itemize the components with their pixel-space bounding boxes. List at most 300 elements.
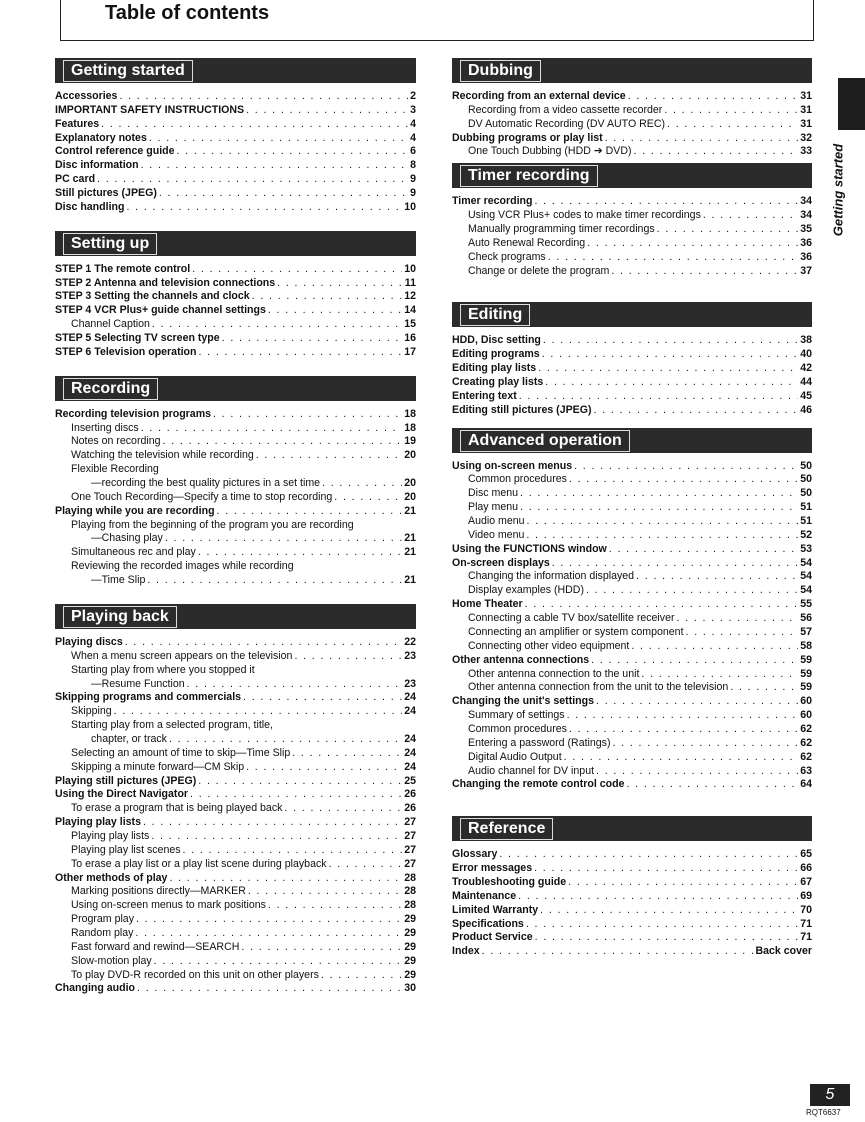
dot-leader [543, 334, 798, 348]
entry-title: Summary of settings [468, 709, 565, 722]
entry-page-number: 23 [404, 649, 416, 662]
entry-title: Slow-motion play [71, 954, 152, 967]
entry-page-number: 11 [404, 276, 416, 289]
entry-title: Limited Warranty [452, 903, 539, 916]
entry-list [55, 408, 416, 588]
entry-title: Changing the unit's settings [452, 695, 595, 708]
entry-page-number: 4 [410, 117, 416, 130]
entry-page-number: 20 [404, 490, 416, 503]
toc-entry [55, 955, 416, 969]
toc-entry [55, 802, 416, 816]
dot-leader [198, 346, 402, 360]
toc-entry [452, 584, 812, 598]
entry-title: Control reference guide [55, 145, 175, 158]
section-heading [55, 604, 416, 629]
dot-leader [567, 709, 799, 723]
toc-entry [55, 969, 416, 983]
entry-title: Index [452, 945, 480, 958]
dot-leader [641, 668, 798, 682]
entry-page-number: 24 [404, 760, 416, 773]
entry-page-number: 20 [404, 477, 416, 490]
dot-leader [97, 173, 408, 187]
dot-leader [526, 529, 798, 543]
entry-title: Other antenna connections [452, 653, 590, 666]
entry-page-number: 57 [800, 625, 812, 638]
entry-title: Editing programs [452, 348, 540, 361]
dot-leader [634, 145, 799, 159]
entry-title: Using on-screen menus [452, 459, 573, 472]
dot-leader [187, 678, 403, 692]
entry-title: Check programs [468, 250, 546, 263]
toc-entry [55, 927, 416, 941]
dot-leader [246, 761, 402, 775]
dot-leader [552, 557, 798, 571]
entry-title: Audio channel for DV input [468, 764, 595, 777]
section-heading-label: Dubbing [460, 60, 541, 82]
entry-page-number: 9 [410, 173, 416, 186]
entry-page-number: 25 [404, 774, 416, 787]
toc-entry [452, 737, 812, 751]
dot-leader [334, 491, 402, 505]
entry-title: Playing play lists [55, 816, 141, 829]
toc-entry [55, 913, 416, 927]
entry-title: Simultaneous rec and play [71, 546, 196, 559]
toc-entry [55, 872, 416, 886]
entry-page-number: 34 [800, 195, 812, 208]
toc-entry [452, 570, 812, 584]
toc-entry [55, 899, 416, 913]
entry-page-number: 50 [800, 459, 812, 472]
toc-entry [55, 491, 416, 505]
entry-title: Manually programming timer recordings [468, 223, 655, 236]
toc-entry [452, 90, 812, 104]
entry-page-number: 71 [800, 931, 812, 944]
dot-leader [241, 941, 402, 955]
entry-page-number: 6 [410, 145, 416, 158]
section-heading-label: Getting started [63, 60, 193, 82]
entry-page-number: 29 [404, 940, 416, 953]
entry-title: Fast forward and rewind—SEARCH [71, 940, 240, 953]
entry-page-number: 56 [800, 612, 812, 625]
entry-title: Playing still pictures (JPEG) [55, 774, 197, 787]
dot-leader [147, 574, 402, 588]
entry-page-number: 24 [404, 705, 416, 718]
entry-title: Skipping programs and commercials [55, 691, 242, 704]
toc-entry [55, 560, 416, 574]
toc-entry [452, 709, 812, 723]
dot-leader [499, 848, 798, 862]
section-heading [452, 58, 812, 83]
entry-title: Common procedures [468, 722, 567, 735]
toc-entry [452, 251, 812, 265]
entry-title: Creating play lists [452, 376, 544, 389]
toc-entry [55, 519, 416, 533]
dot-leader [574, 460, 798, 474]
entry-page-number: 21 [404, 546, 416, 559]
section-getting-started [55, 58, 416, 215]
toc-entry [55, 650, 416, 664]
entry-page-number: 27 [404, 829, 416, 842]
dot-leader [569, 723, 798, 737]
entry-page-number: 23 [404, 677, 416, 690]
dot-leader [586, 584, 798, 598]
entry-page-number: 29 [404, 926, 416, 939]
entry-page-number: 34 [800, 209, 812, 222]
entry-page-number: 51 [800, 515, 812, 528]
toc-entry [55, 885, 416, 899]
entry-title: Using VCR Plus+ codes to make timer recordings [468, 209, 701, 222]
entry-title: Editing play lists [452, 362, 537, 375]
entry-page-number: 31 [800, 90, 812, 102]
entry-title: Editing still pictures (JPEG) [452, 403, 592, 416]
dot-leader [246, 104, 408, 118]
dot-leader [657, 223, 799, 237]
toc-entry [55, 277, 416, 291]
entry-title: —Chasing play [91, 532, 163, 545]
toc-entry [55, 477, 416, 491]
toc-entry [55, 788, 416, 802]
dot-leader [163, 435, 403, 449]
toc-entry [55, 318, 416, 332]
entry-title: Product Service [452, 931, 533, 944]
section-dubbing [452, 58, 812, 159]
dot-leader [321, 969, 402, 983]
toc-entry [55, 90, 416, 104]
dot-leader [322, 477, 402, 491]
entry-list [452, 460, 812, 793]
entry-page-number: 55 [800, 598, 812, 611]
entry-title: Connecting other video equipment [468, 639, 630, 652]
section-setting-up [55, 231, 416, 360]
dot-leader [268, 304, 402, 318]
toc-entry [55, 201, 416, 215]
entry-page-number: 42 [800, 362, 812, 375]
dot-leader [294, 650, 402, 664]
toc-entry [452, 904, 812, 918]
entry-page-number: 28 [404, 885, 416, 898]
section-heading [452, 302, 812, 327]
dot-leader [548, 251, 798, 265]
toc-entry [55, 574, 416, 588]
toc-entry [55, 104, 416, 118]
entry-title: Dubbing programs or play list [452, 131, 603, 144]
entry-title: chapter, or track [91, 732, 167, 745]
toc-entry [452, 132, 812, 146]
dot-leader [190, 788, 402, 802]
dot-leader [152, 318, 402, 332]
entry-page-number: 50 [800, 487, 812, 500]
toc-entry [452, 376, 812, 390]
toc-entry [452, 876, 812, 890]
entry-title: Still pictures (JPEG) [55, 187, 157, 200]
section-heading-label: Editing [460, 304, 530, 326]
entry-title: Changing the remote control code [452, 778, 625, 791]
entry-page-number: 29 [404, 954, 416, 967]
dot-leader [268, 899, 402, 913]
entry-title: Entering a password (Ratings) [468, 736, 611, 749]
side-tab-text: Getting started [830, 143, 846, 237]
dot-leader [542, 348, 799, 362]
toc-entry [452, 487, 812, 501]
entry-title: Entering text [452, 389, 517, 402]
entry-title: To erase a program that is being played back [71, 802, 283, 815]
entry-page-number: 33 [800, 145, 812, 158]
entry-title: Home Theater [452, 598, 523, 611]
entry-title: One Touch Recording—Specify a time to stop recording [71, 490, 333, 503]
toc-entry [452, 751, 812, 765]
entry-page-number: 24 [404, 691, 416, 704]
section-advanced-operation [452, 428, 812, 793]
entry-page-number: 27 [404, 843, 416, 856]
entry-title: Other antenna connection from the unit to the television [468, 681, 729, 694]
toc-entry [452, 681, 812, 695]
toc-entry [55, 408, 416, 422]
dot-leader [520, 501, 798, 515]
toc-entry [55, 173, 416, 187]
entry-title: Connecting a cable TV box/satellite receiver [468, 612, 675, 625]
entry-title: Timer recording [452, 195, 533, 208]
entry-page-number: 37 [800, 264, 812, 277]
dot-leader [730, 681, 798, 695]
toc-entry [55, 546, 416, 560]
entry-page-number: 31 [800, 103, 812, 116]
toc-entry [55, 332, 416, 346]
entry-title: Other antenna connection to the unit [468, 667, 640, 680]
entry-page-number: 4 [410, 131, 416, 144]
toc-entry [452, 104, 812, 118]
page-number: 5 [810, 1084, 850, 1106]
entry-page-number: 51 [800, 501, 812, 514]
entry-page-number: 21 [404, 504, 416, 517]
entry-page-number: 21 [404, 532, 416, 545]
section-heading-label: Recording [63, 378, 158, 400]
toc-entry [452, 362, 812, 376]
toc-entry [452, 848, 812, 862]
entry-title: Using the FUNCTIONS window [452, 542, 607, 555]
entry-title: Display examples (HDD) [468, 584, 584, 597]
entry-page-number: 71 [800, 917, 812, 930]
dot-leader [177, 145, 409, 159]
toc-entry [55, 636, 416, 650]
toc-entry [452, 918, 812, 932]
toc-entry [452, 460, 812, 474]
side-tab-label [826, 140, 850, 240]
entry-list [452, 334, 812, 417]
section-heading-label: Setting up [63, 233, 157, 255]
entry-title: Marking positions directly—MARKER [71, 885, 246, 898]
entry-title: Troubleshooting guide [452, 875, 567, 888]
toc-entry [55, 132, 416, 146]
entry-title: STEP 1 The remote control [55, 262, 191, 275]
entry-page-number: 58 [800, 639, 812, 652]
section-heading-label: Playing back [63, 606, 177, 628]
dot-leader [591, 654, 798, 668]
entry-title: Other methods of play [55, 871, 168, 884]
dot-leader [198, 775, 402, 789]
entry-page-number: 28 [404, 899, 416, 912]
toc-entry [55, 505, 416, 519]
entry-page-number: 70 [800, 903, 812, 916]
entry-page-number: Back cover [755, 945, 812, 958]
entry-page-number: 29 [404, 913, 416, 926]
entry-title: Playing play lists [71, 829, 150, 842]
entry-page-number: 24 [404, 732, 416, 745]
entry-list [452, 90, 812, 159]
dot-leader [667, 118, 798, 132]
entry-page-number: 40 [800, 348, 812, 361]
entry-page-number: 60 [800, 709, 812, 722]
toc-entry [452, 223, 812, 237]
dot-leader [520, 487, 798, 501]
entry-page-number: 14 [404, 304, 416, 317]
toc-entry [452, 723, 812, 737]
dot-leader [587, 237, 798, 251]
toc-entry [452, 543, 812, 557]
entry-page-number: 69 [800, 889, 812, 902]
entry-page-number: 66 [800, 862, 812, 875]
dot-leader [114, 705, 403, 719]
dot-leader [198, 546, 402, 560]
dot-leader [605, 132, 799, 146]
toc-entry [55, 816, 416, 830]
dot-leader [525, 598, 799, 612]
toc-entry [55, 705, 416, 719]
left-column [55, 58, 416, 996]
dot-leader [151, 830, 402, 844]
entry-title: STEP 3 Setting the channels and clock [55, 290, 250, 303]
entry-page-number: 31 [800, 117, 812, 130]
entry-title: Reviewing the recorded images while recording [71, 560, 294, 573]
toc-entry [55, 858, 416, 872]
entry-title: Video menu [468, 528, 525, 541]
dot-leader [535, 931, 799, 945]
entry-page-number: 10 [404, 262, 416, 275]
toc-entry [55, 449, 416, 463]
entry-title: HDD, Disc setting [452, 334, 541, 347]
dot-leader [222, 332, 403, 346]
dot-leader [626, 778, 798, 792]
entry-title: —Resume Function [91, 677, 185, 690]
section-heading-label: Timer recording [460, 165, 598, 187]
dot-leader [329, 858, 403, 872]
section-heading [55, 376, 416, 401]
dot-leader [217, 505, 403, 519]
entry-title: Watching the television while recording [71, 449, 254, 462]
entry-title: STEP 2 Antenna and television connections [55, 276, 276, 289]
entry-page-number: 9 [410, 187, 416, 200]
dot-leader [169, 872, 402, 886]
toc-entry [452, 945, 812, 959]
entry-page-number: 65 [800, 848, 812, 861]
section-heading [55, 58, 416, 83]
toc-entry [452, 695, 812, 709]
toc-entry [452, 118, 812, 132]
entry-title: Audio menu [468, 515, 525, 528]
page-title: Table of contents [105, 2, 270, 24]
entry-title: —Time Slip [91, 574, 146, 587]
dot-leader [594, 404, 799, 418]
entry-title: Recording from an external device [452, 90, 626, 102]
toc-entry [452, 640, 812, 654]
entry-page-number: 24 [404, 746, 416, 759]
dot-leader [568, 876, 798, 890]
entry-page-number: 18 [404, 407, 416, 420]
dot-leader [540, 904, 798, 918]
dot-leader [213, 408, 402, 422]
toc-entry [452, 931, 812, 945]
toc-entry [452, 209, 812, 223]
dot-leader [149, 132, 408, 146]
toc-entry [55, 159, 416, 173]
dot-leader [141, 422, 402, 436]
entry-page-number: 52 [800, 528, 812, 541]
toc-entry [452, 890, 812, 904]
entry-title: Skipping [71, 705, 112, 718]
toc-entry [452, 654, 812, 668]
section-timer-recording [452, 163, 812, 278]
toc-entry [452, 862, 812, 876]
toc-entry [55, 775, 416, 789]
section-recording [55, 376, 416, 588]
entry-page-number: 30 [404, 982, 416, 995]
toc-entry [452, 145, 812, 159]
toc-entry [452, 334, 812, 348]
toc-entry [452, 195, 812, 209]
toc-entry [452, 778, 812, 792]
entry-page-number: 59 [800, 653, 812, 666]
section-reference [452, 816, 812, 959]
toc-entry [452, 529, 812, 543]
entry-title: Auto Renewal Recording [468, 236, 586, 249]
dot-leader [519, 390, 798, 404]
dot-leader [119, 90, 408, 104]
entry-title: Using on-screen menus to mark positions [71, 899, 266, 912]
dot-leader [527, 515, 799, 529]
toc-entry [55, 844, 416, 858]
entry-title: When a menu screen appears on the television [71, 649, 293, 662]
entry-page-number: 27 [404, 857, 416, 870]
toc-entry [55, 187, 416, 201]
section-editing [452, 302, 812, 417]
entry-title: Flexible Recording [71, 463, 159, 476]
entry-page-number: 54 [800, 584, 812, 597]
entry-title: Random play [71, 926, 134, 939]
dot-leader [564, 751, 799, 765]
entry-title: Specifications [452, 917, 524, 930]
section-heading-label: Reference [460, 818, 553, 840]
toc-entry [55, 435, 416, 449]
dot-leader [154, 955, 403, 969]
toc-entry [452, 557, 812, 571]
dot-leader [631, 640, 798, 654]
entry-page-number: 59 [800, 667, 812, 680]
entry-page-number: 21 [404, 574, 416, 587]
toc-entry [55, 532, 416, 546]
toc-entry [452, 598, 812, 612]
dot-leader [248, 885, 402, 899]
entry-page-number: 45 [800, 389, 812, 402]
toc-entry [55, 691, 416, 705]
dot-leader [135, 927, 402, 941]
entry-title: Accessories [55, 90, 118, 102]
entry-list [55, 636, 416, 996]
entry-page-number: 10 [404, 200, 416, 213]
toc-entry [55, 678, 416, 692]
dot-leader [169, 733, 402, 747]
entry-page-number: 26 [404, 788, 416, 801]
dot-leader [636, 570, 798, 584]
toc-entry [55, 118, 416, 132]
